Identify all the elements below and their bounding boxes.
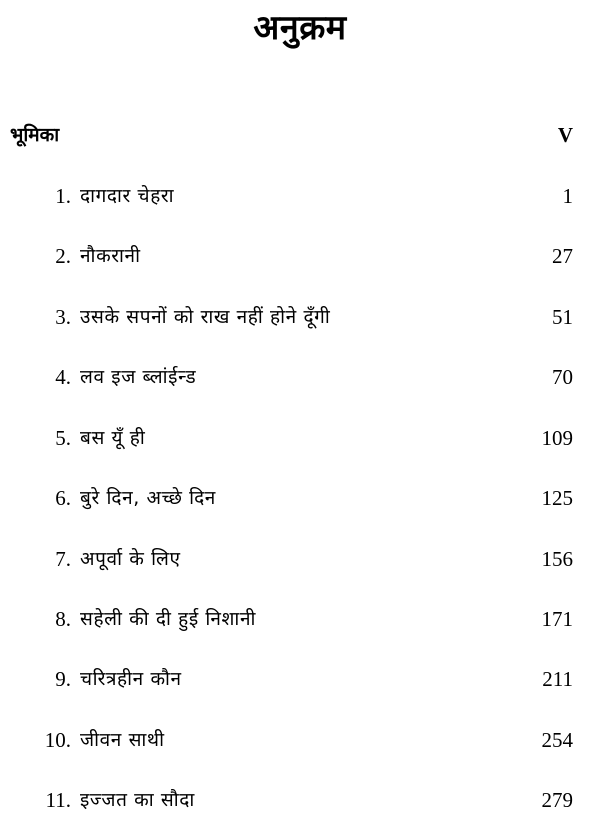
toc-row	[0, 360, 600, 394]
chapter-title: नौकरानी	[80, 245, 141, 267]
chapter-title: बस यूँ ही	[80, 427, 146, 449]
toc-row	[0, 723, 600, 757]
chapter-page: 109	[541, 426, 573, 450]
chapter-page: 125	[541, 486, 573, 510]
toc-row	[0, 662, 600, 696]
chapter-number: 10.	[44, 728, 71, 752]
chapter-title: बुरे दिन, अच्छे दिन	[80, 487, 216, 509]
chapter-number: 11.	[45, 788, 71, 812]
toc-row	[0, 602, 600, 636]
toc-row	[0, 179, 600, 213]
chapter-number: 3.	[55, 305, 71, 329]
toc-row	[0, 239, 600, 273]
chapter-number: 5.	[55, 426, 71, 450]
chapter-title: जीवन साथी	[80, 729, 165, 751]
chapter-title: इज्जत का सौदा	[80, 789, 195, 811]
toc-front-matter-row	[0, 118, 600, 152]
chapter-number: 2.	[55, 244, 71, 268]
chapter-number: 7.	[55, 547, 71, 571]
chapter-number: 9.	[55, 667, 71, 691]
toc-row	[0, 542, 600, 576]
front-matter-page: V	[557, 123, 573, 147]
chapter-page: 156	[541, 547, 573, 571]
chapter-page: 1	[562, 184, 573, 208]
chapter-page: 171	[541, 607, 573, 631]
chapter-number: 4.	[55, 365, 71, 389]
chapter-page: 27	[552, 244, 573, 268]
chapter-number: 6.	[55, 486, 71, 510]
toc-row	[0, 783, 600, 817]
chapter-number: 1.	[55, 184, 71, 208]
chapter-title: अपूर्वा के लिए	[80, 548, 181, 570]
chapter-title: दागदार चेहरा	[80, 185, 175, 207]
chapter-title: उसके सपनों को राख नहीं होने दूँगी	[80, 306, 331, 328]
chapter-title: सहेली की दी हुई निशानी	[80, 608, 257, 630]
chapter-page: 279	[541, 788, 573, 812]
chapter-page: 254	[541, 728, 573, 752]
chapter-title: चरित्रहीन कौन	[80, 668, 182, 690]
chapter-title: लव इज ब्लांईन्ड	[80, 366, 197, 388]
page-title: अनुक्रम	[253, 8, 347, 48]
toc-row	[0, 481, 600, 515]
chapter-number: 8.	[55, 607, 71, 631]
toc-row	[0, 300, 600, 334]
chapter-page: 70	[552, 365, 573, 389]
chapter-page: 211	[542, 667, 573, 691]
chapter-page: 51	[552, 305, 573, 329]
toc-row	[0, 421, 600, 455]
front-matter-title: भूमिका	[10, 124, 60, 146]
